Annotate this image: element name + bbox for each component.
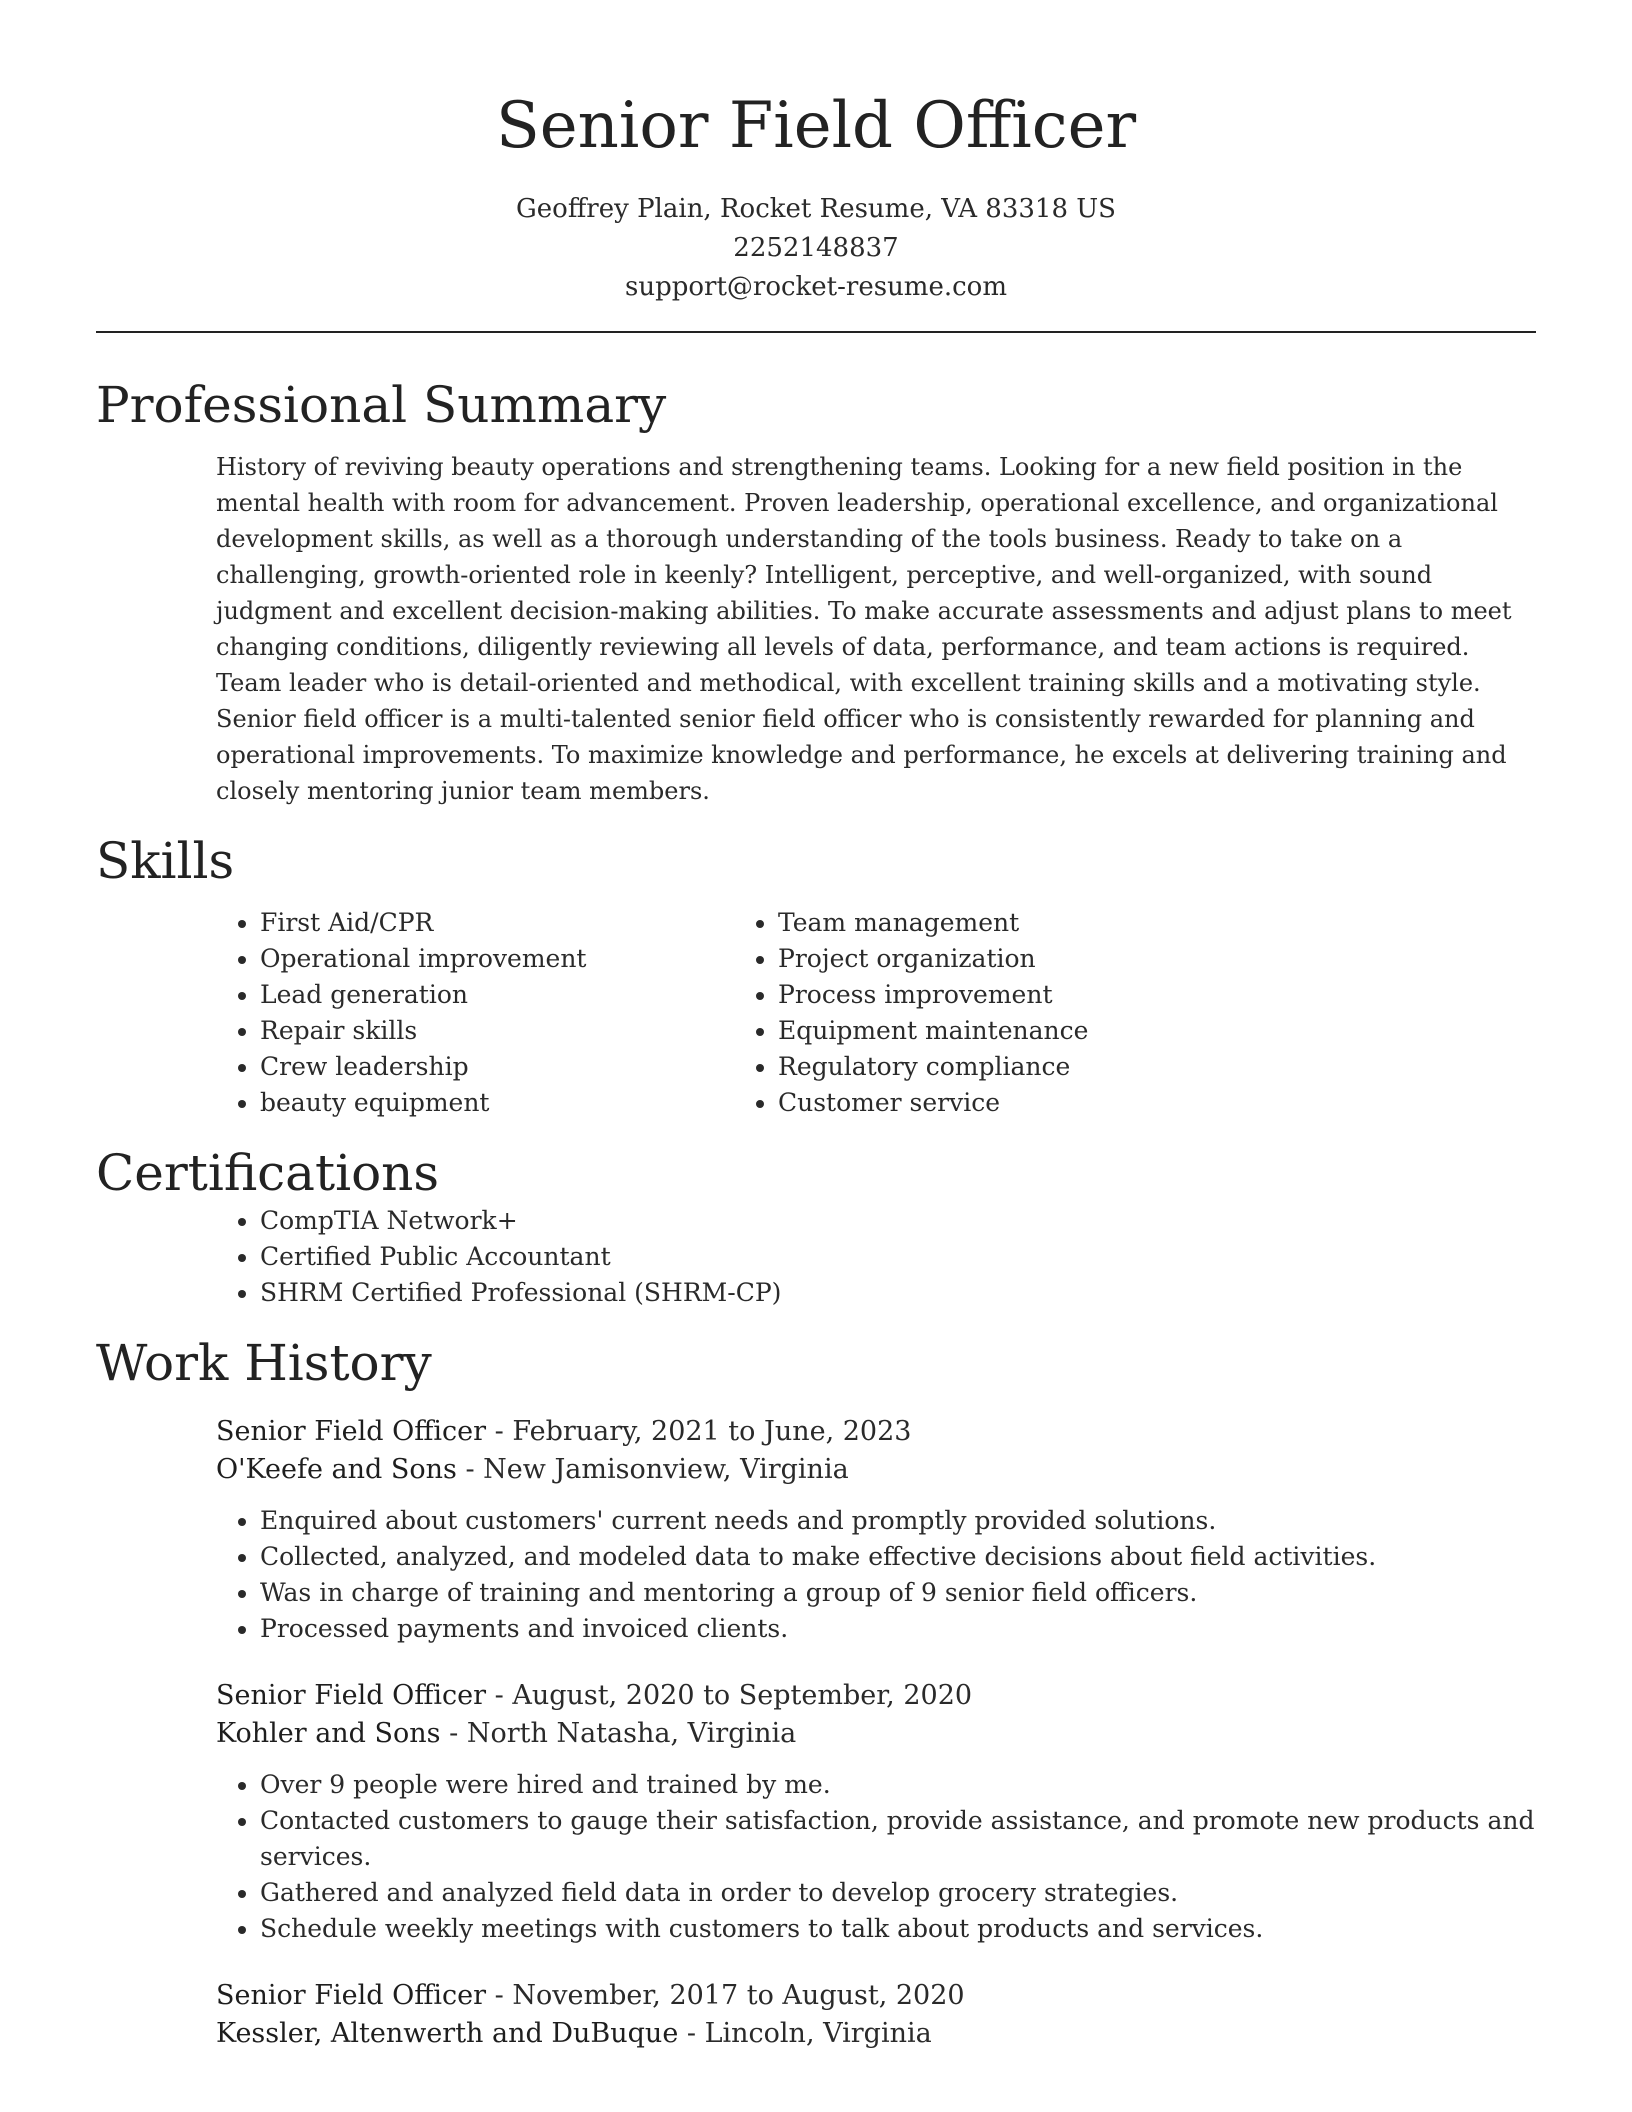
job-title-line: Senior Field Officer - November, 2017 to August, 2020 <box>216 1980 965 2011</box>
job-company: O'Keefe and Sons <box>216 1454 457 1485</box>
job-role: Senior Field Officer <box>216 1680 487 1711</box>
skill-item: • beauty equipment <box>260 1085 747 1121</box>
job-duty-item: • Was in charge of training and mentoring a group of 9 senior field officers. <box>260 1575 1536 1611</box>
resume-header <box>96 0 1536 307</box>
job-location: New Jamisonview, Virginia <box>483 1454 849 1485</box>
job-company: Kessler, Altenwerth and DuBuque <box>216 2018 679 2049</box>
header-divider <box>96 331 1536 333</box>
job-duties-list <box>216 1503 1536 1647</box>
job-role: Senior Field Officer <box>216 1980 487 2011</box>
job-entry <box>216 1413 1536 1647</box>
skill-item: • First Aid/CPR <box>260 905 747 941</box>
skill-item: • Customer service <box>778 1085 1088 1121</box>
job-duty-item: • Contacted customers to gauge their satisfaction, provide assistance, and promote new products and services. <box>260 1803 1536 1875</box>
skill-item: • Equipment maintenance <box>778 1013 1088 1049</box>
skill-item: • Project organization <box>778 941 1088 977</box>
job-dates: November, 2017 to August, 2020 <box>512 1980 965 2011</box>
certifications-list <box>96 1203 1536 1311</box>
job-company-line: Kohler and Sons - North Natasha, Virginia <box>216 1718 797 1749</box>
skills-column-right <box>747 905 1088 1121</box>
resume-page <box>96 0 1536 2053</box>
page-title: Senior Field Officer <box>495 89 1137 163</box>
job-duty-item: • Schedule weekly meetings with customers to talk about products and services. <box>260 1911 1536 1947</box>
job-duty-item: • Collected, analyzed, and modeled data to make effective decisions about field activities. <box>260 1539 1536 1575</box>
job-dates: August, 2020 to September, 2020 <box>512 1680 973 1711</box>
skill-item: • Operational improvement <box>260 941 747 977</box>
job-duty-item: • Processed payments and invoiced clients. <box>260 1611 1536 1647</box>
job-dates: February, 2021 to June, 2023 <box>512 1416 912 1447</box>
skills-column-left <box>96 905 747 1121</box>
certifications-heading: Certifications <box>96 1144 440 1202</box>
contact-block <box>96 190 1536 307</box>
job-company-line: O'Keefe and Sons - New Jamisonview, Virginia <box>216 1454 849 1485</box>
job-role: Senior Field Officer <box>216 1416 487 1447</box>
job-duty-item: • Enquired about customers' current needs and promptly provided solutions. <box>260 1503 1536 1539</box>
job-entry <box>216 1677 1536 1947</box>
job-title-line: Senior Field Officer - February, 2021 to June, 2023 <box>216 1416 912 1447</box>
job-title-line: Senior Field Officer - August, 2020 to September, 2020 <box>216 1680 973 1711</box>
job-duty-item: • Gathered and analyzed field data in order to develop grocery strategies. <box>260 1875 1536 1911</box>
skill-item: • Team management <box>778 905 1088 941</box>
skills-heading: Skills <box>96 832 235 890</box>
job-entry <box>216 1977 1536 2053</box>
certification-item: • Certified Public Accountant <box>260 1239 1536 1275</box>
job-company: Kohler and Sons <box>216 1718 441 1749</box>
certification-item: • SHRM Certified Professional (SHRM-CP) <box>260 1275 1536 1311</box>
skill-item: • Repair skills <box>260 1013 747 1049</box>
skill-item: • Process improvement <box>778 977 1088 1013</box>
skill-item: • Crew leadership <box>260 1049 747 1085</box>
job-location: North Natasha, Virginia <box>466 1718 797 1749</box>
job-duties-list <box>216 1767 1536 1947</box>
summary-text: History of reviving beauty operations and strengthening teams. Looking for a new field position in the mental health with room for advancement. Proven leadership, operational excellence, and organizational development skills, as well as a thorough understanding of the tools business. Ready to take on a challenging, growth-oriented role in keenly? Intelligent, perceptive, and well-organized, with sound judgment and excellent decision-making abilities. To make accurate assessments and adjust plans to meet changing conditions, diligently reviewing all levels of data, performance, and team actions is required. Team leader who is detail-oriented and methodical, with excellent training skills and a motivating style. Senior field officer is a multi-talented senior field officer who is consistently rewarded for planning and operational improvements. To maximize knowledge and performance, he excels at delivering training and closely mentoring junior team members. <box>216 453 1512 805</box>
skill-item: • Lead generation <box>260 977 747 1013</box>
contact-email: support@rocket-resume.com <box>624 272 1007 302</box>
contact-address: Geoffrey Plain, Rocket Resume, VA 83318 US <box>516 194 1116 224</box>
job-duty-item: • Over 9 people were hired and trained by me. <box>260 1767 1536 1803</box>
contact-phone: 2252148837 <box>733 233 899 263</box>
skill-item: • Regulatory compliance <box>778 1049 1088 1085</box>
job-company-line: Kessler, Altenwerth and DuBuque - Lincoln, Virginia <box>216 2018 932 2049</box>
certification-item: • CompTIA Network+ <box>260 1203 1536 1239</box>
job-location: Lincoln, Virginia <box>704 2018 932 2049</box>
skills-list <box>96 905 1536 1121</box>
summary-heading: Professional Summary <box>96 376 667 434</box>
work-history-heading: Work History <box>96 1334 432 1392</box>
